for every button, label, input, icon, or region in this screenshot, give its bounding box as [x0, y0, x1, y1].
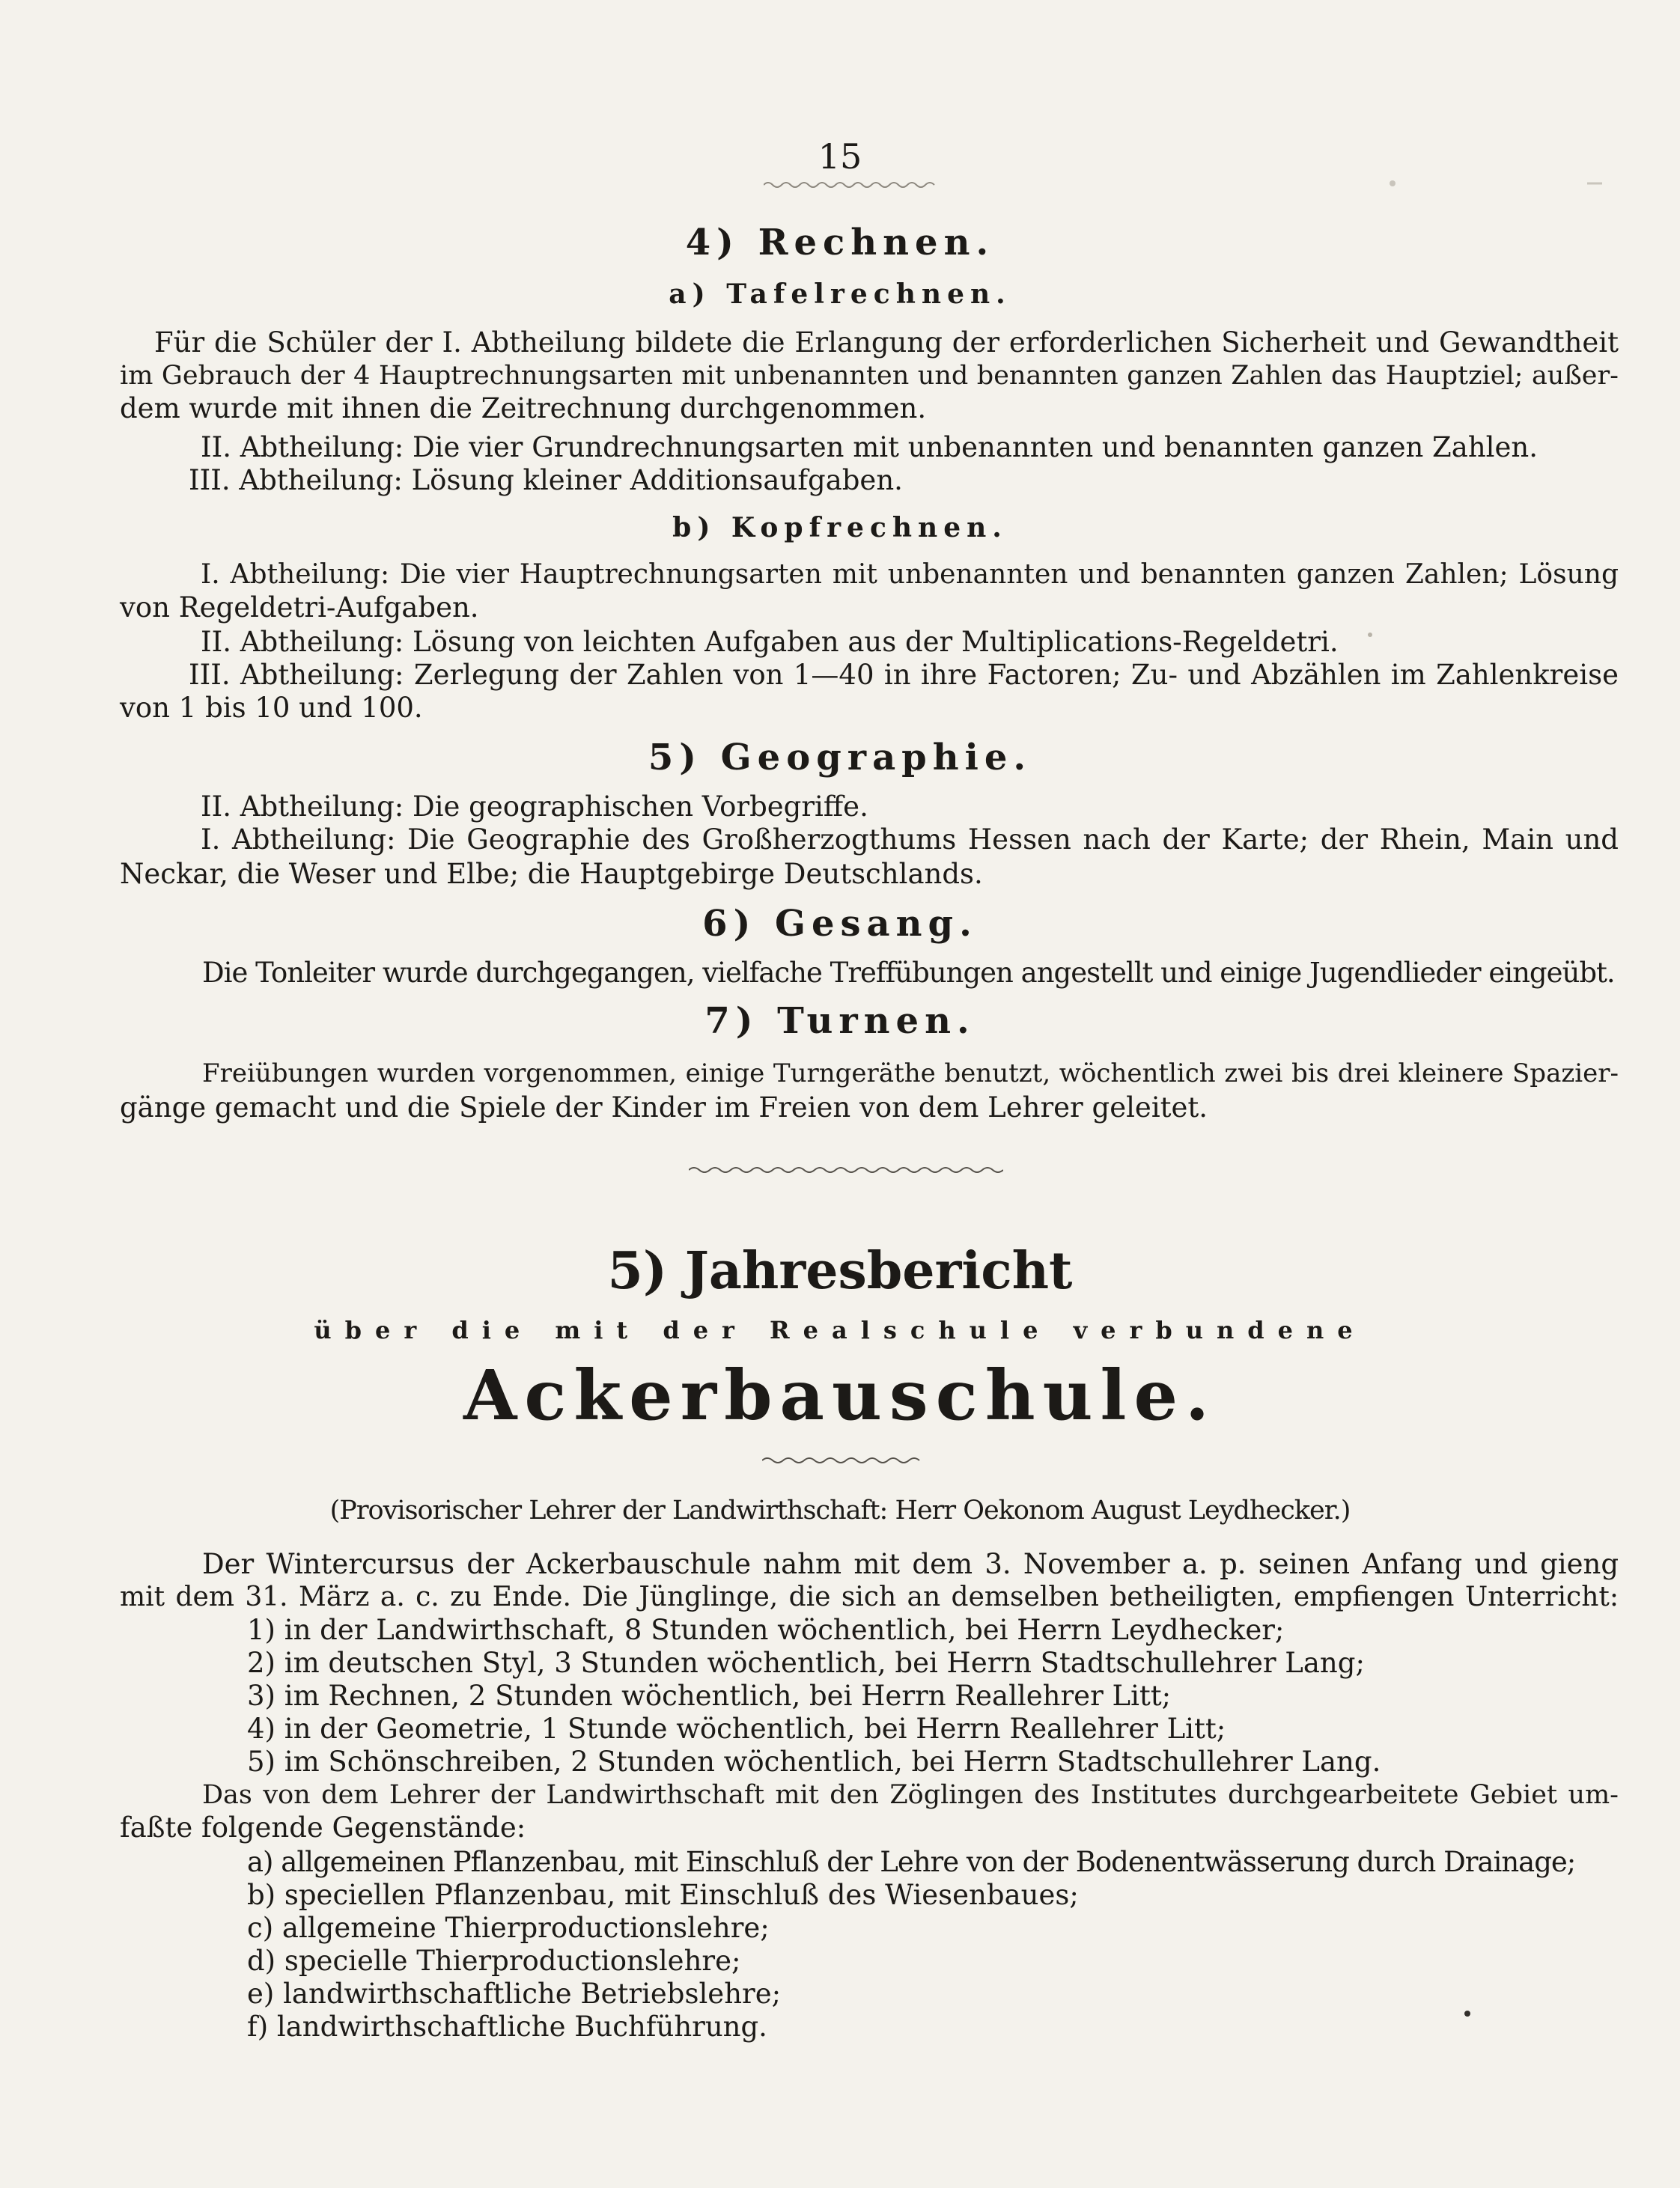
paragraph-line: faßte folgende Gegenstände: [120, 1811, 526, 1844]
page-number: 15 [818, 136, 862, 177]
abteilung-line: III. Abtheilung: Zerlegung der Zahlen von 1—40 in ihre Factoren; Zu- und Abzählen im Zahlenkreise [189, 659, 1619, 691]
lesson-item: 5) im Schönschreiben, 2 Stunden wöchentlich, bei Herrn Stadtschullehrer Lang. [247, 1746, 1381, 1778]
abteilung-line: von 1 bis 10 und 100. [120, 692, 423, 724]
paragraph-line: dem wurde mit ihnen die Zeitrechnung durchgenommen. [120, 392, 927, 424]
paragraph-line: Freiübungen wurden vorgenommen, einige Turngeräthe benutzt, wöchentlich zwei bis drei kleinere Spazier- [202, 1058, 1619, 1088]
subject-item: d) specielle Thierproductionslehre; [247, 1945, 741, 1977]
abteilung-line: II. Abtheilung: Lösung von leichten Aufgaben aus der Multiplications-Regeldetri. [201, 626, 1339, 658]
paragraph-line: Die Tonleiter wurde durchgegangen, vielfache Treffübungen angestellt und einige Jugendlieder eingeübt. [202, 957, 1615, 989]
abteilung-line: I. Abtheilung: Die Geographie des Großherzogthums Hessen nach der Karte; der Rhein, Main und [201, 823, 1619, 856]
paragraph-line: Das von dem Lehrer der Landwirthschaft mit den Zöglingen des Institutes durchgearbeitete Gebiet um- [202, 1780, 1619, 1810]
section-heading-turnen: 7) Turnen. [704, 1000, 976, 1042]
subheading-kopfrechnen: b) Kopfrechnen. [672, 512, 1008, 543]
report-subtitle: über die mit der Realschule verbundene [314, 1316, 1366, 1344]
section-heading-gesang: 6) Gesang. [702, 903, 978, 945]
subject-item: c) allgemeine Thierproductionslehre; [247, 1912, 770, 1944]
subject-item: a) allgemeinen Pflanzenbau, mit Einschluß der Lehre von der Bodenentwässerung durch Drainage; [247, 1846, 1576, 1878]
abteilung-line: Neckar, die Weser und Elbe; die Hauptgebirge Deutschlands. [120, 858, 983, 890]
ornament-rule [689, 1165, 1003, 1175]
ornament-rule [762, 1455, 921, 1466]
abteilung-line: I. Abtheilung: Die vier Hauptrechnungsarten mit unbenannten und benannten ganzen Zahlen; Lösung [201, 559, 1619, 590]
subject-item: f) landwirthschaftliche Buchführung. [247, 2011, 767, 2043]
lesson-item: 1) in der Landwirthschaft, 8 Stunden wöchentlich, bei Herrn Leydhecker; [247, 1614, 1285, 1646]
paragraph-line: Für die Schüler der I. Abtheilung bildete die Erlangung der erforderlichen Sicherheit und Gewandtheit [154, 326, 1619, 359]
abteilung-line: III. Abtheilung: Lösung kleiner Additionsaufgaben. [189, 464, 903, 496]
teacher-note: (Provisorischer Lehrer der Landwirthschaft: Herr Oekonom August Leydhecker.) [329, 1496, 1351, 1526]
abteilung-line: von Regeldetri-Aufgaben. [120, 591, 479, 624]
report-title-main: Ackerbauschule. [463, 1355, 1217, 1436]
lesson-item: 3) im Rechnen, 2 Stunden wöchentlich, bei Herrn Reallehrer Litt; [247, 1680, 1172, 1712]
abteilung-line: II. Abtheilung: Die vier Grundrechnungsarten mit unbenannten und benannten ganzen Zahlen. [201, 431, 1538, 463]
ornament-rule [764, 180, 936, 190]
subject-item: b) speciellen Pflanzenbau, mit Einschluß des Wiesenbaues; [247, 1879, 1079, 1911]
paragraph-line: im Gebrauch der 4 Hauptrechnungsarten mit unbenannten und benannten ganzen Zahlen das Hauptziel; außer- [120, 361, 1619, 391]
report-title: 5) Jahresbericht [607, 1241, 1073, 1301]
abteilung-line: II. Abtheilung: Die geographischen Vorbegriffe. [201, 790, 868, 823]
section-heading-geographie: 5) Geographie. [648, 737, 1032, 778]
lesson-item: 2) im deutschen Styl, 3 Stunden wöchentlich, bei Herrn Stadtschullehrer Lang; [247, 1647, 1365, 1679]
subheading-tafelrechnen: a) Tafelrechnen. [669, 278, 1011, 310]
paragraph-line: gänge gemacht und die Spiele der Kinder im Freien von dem Lehrer geleitet. [120, 1091, 1208, 1124]
paragraph-line: Der Wintercursus der Ackerbauschule nahm mit dem 3. November a. p. seinen Anfang und gieng [202, 1548, 1619, 1580]
subject-item: e) landwirthschaftliche Betriebslehre; [247, 1978, 782, 2010]
paragraph-line: mit dem 31. März a. c. zu Ende. Die Jünglinge, die sich an demselben betheiligten, empfiengen Unterricht: [120, 1582, 1619, 1612]
section-heading-rechnen: 4) Rechnen. [685, 222, 995, 263]
lesson-item: 4) in der Geometrie, 1 Stunde wöchentlich, bei Herrn Reallehrer Litt; [247, 1713, 1226, 1745]
